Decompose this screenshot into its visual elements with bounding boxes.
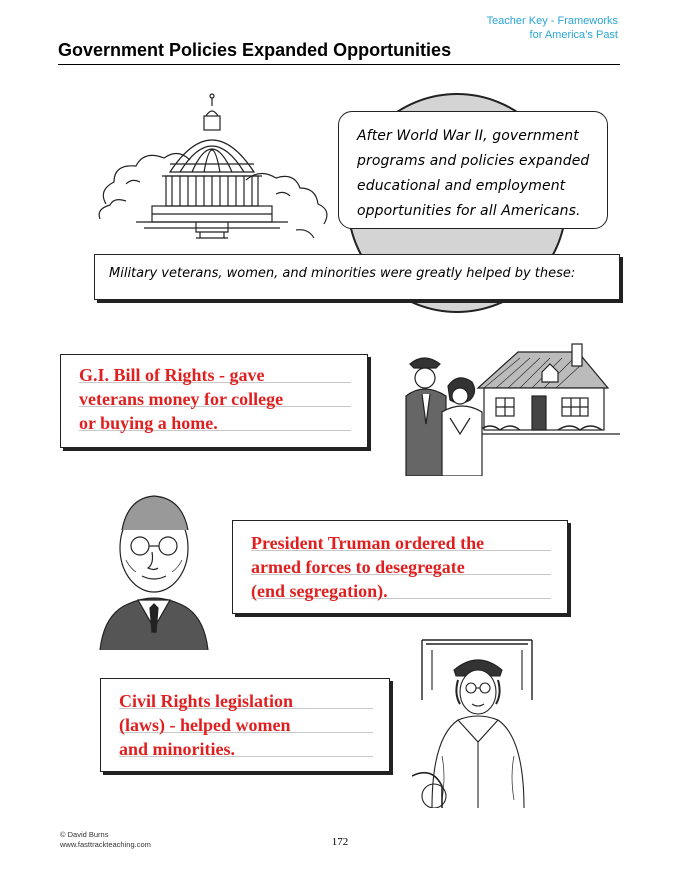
couple-and-house-icon	[392, 338, 622, 476]
title-divider	[58, 64, 620, 65]
footer-website: www.fasttrackteaching.com	[60, 840, 151, 849]
intro-box	[338, 111, 608, 229]
teacher-key-line2: for America’s Past	[529, 29, 618, 41]
teacher-key-label	[487, 14, 618, 42]
intro-line: After World War II, government	[357, 128, 579, 144]
truman-portrait-icon	[96, 490, 212, 650]
answer-line: G.I. Bill of Rights - gave	[79, 365, 265, 385]
answer-box-gi-bill	[60, 354, 368, 448]
answer-box-truman	[232, 520, 568, 614]
page-title: Government Policies Expanded Opportunities	[58, 40, 452, 60]
footer-copyright: © David Burns	[60, 830, 109, 839]
capitol-building-icon	[96, 84, 336, 244]
answer-line: or buying a home.	[79, 413, 218, 433]
teacher-key-line1: Teacher Key - Frameworks	[486, 15, 618, 27]
answer-line: President Truman ordered the	[251, 533, 485, 553]
answer-box-civil-rights	[100, 678, 390, 772]
answer-line: Civil Rights legislation	[119, 691, 294, 711]
answer-line: (end segregation).	[251, 581, 388, 601]
answer-line: armed forces to desegregate	[251, 557, 465, 577]
banner-text: Military veterans, women, and minorities were greatly helped by these:	[109, 266, 576, 281]
answer-line: veterans money for college	[79, 389, 284, 409]
page-number: 172	[331, 836, 349, 848]
answer-line: and minorities.	[119, 739, 236, 759]
answer-line: (laws) - helped women	[119, 715, 291, 735]
intro-line: educational and employment	[357, 178, 566, 194]
intro-line: opportunities for all Americans.	[357, 203, 581, 219]
intro-line: programs and policies expanded	[357, 153, 590, 169]
rosa-parks-icon	[412, 636, 542, 808]
banner-box	[94, 254, 620, 300]
